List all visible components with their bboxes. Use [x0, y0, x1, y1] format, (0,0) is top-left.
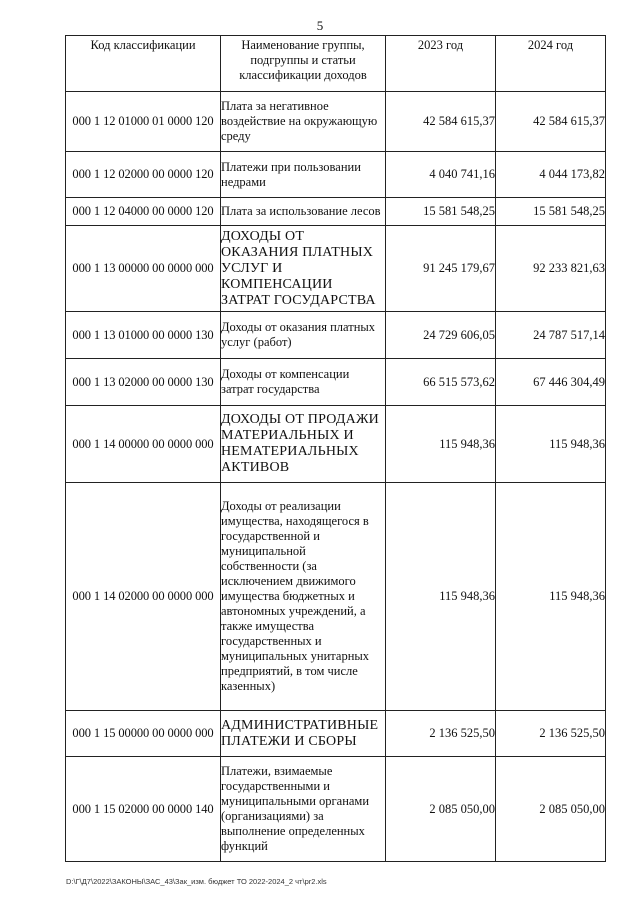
table-row [66, 359, 606, 406]
value-2024-cell: 24 787 517,14 [496, 312, 606, 359]
code-cell: 000 1 13 00000 00 0000 000 [66, 226, 221, 312]
table-header-row [66, 36, 606, 92]
table-row [66, 312, 606, 359]
table-row [66, 226, 606, 312]
table-row [66, 198, 606, 226]
table-row [66, 757, 606, 862]
table-row [66, 152, 606, 198]
value-2023-cell: 24 729 606,05 [386, 312, 496, 359]
value-2024-cell: 42 584 615,37 [496, 92, 606, 152]
name-cell: Плата за негативное воздействие на окружающую среду [221, 92, 386, 152]
code-cell: 000 1 12 04000 00 0000 120 [66, 198, 221, 226]
code-cell: 000 1 12 01000 01 0000 120 [66, 92, 221, 152]
value-2024-cell: 15 581 548,25 [496, 198, 606, 226]
value-2023-cell: 115 948,36 [386, 483, 496, 711]
code-cell: 000 1 13 02000 00 0000 130 [66, 359, 221, 406]
name-cell: Доходы от оказания платных услуг (работ) [221, 312, 386, 359]
name-cell: Доходы от реализации имущества, находящегося в государственной и муниципальной собственности (за исключением движимого имущества бюджетных и автономных учреждений, а также имущества государственных и муниципальных унитарных предприятий, в том числе казенных) [221, 483, 386, 711]
name-cell: АДМИНИСТРАТИВНЫЕ ПЛАТЕЖИ И СБОРЫ [221, 711, 386, 757]
code-cell: 000 1 14 02000 00 0000 000 [66, 483, 221, 711]
value-2023-cell: 66 515 573,62 [386, 359, 496, 406]
table-row [66, 92, 606, 152]
code-cell: 000 1 14 00000 00 0000 000 [66, 406, 221, 483]
value-2024-cell: 2 136 525,50 [496, 711, 606, 757]
header-year-2023: 2023 год [386, 36, 496, 92]
code-cell: 000 1 15 02000 00 0000 140 [66, 757, 221, 862]
name-cell: Доходы от компенсации затрат государства [221, 359, 386, 406]
value-2023-cell: 15 581 548,25 [386, 198, 496, 226]
page-number: 5 [316, 18, 324, 33]
table-row [66, 406, 606, 483]
header-year-2024: 2024 год [496, 36, 606, 92]
value-2024-cell: 4 044 173,82 [496, 152, 606, 198]
value-2023-cell: 2 136 525,50 [386, 711, 496, 757]
table-row [66, 711, 606, 757]
header-code: Код классификации [66, 36, 221, 92]
value-2024-cell: 115 948,36 [496, 483, 606, 711]
name-cell: ДОХОДЫ ОТ ОКАЗАНИЯ ПЛАТНЫХ УСЛУГ И КОМПЕНСАЦИИ ЗАТРАТ ГОСУДАРСТВА [221, 226, 386, 312]
name-cell: Платежи при пользовании недрами [221, 152, 386, 198]
header-name: Наименование группы, подгруппы и статьи классификации доходов [221, 36, 386, 92]
value-2024-cell: 92 233 821,63 [496, 226, 606, 312]
value-2024-cell: 67 446 304,49 [496, 359, 606, 406]
code-cell: 000 1 12 02000 00 0000 120 [66, 152, 221, 198]
value-2023-cell: 4 040 741,16 [386, 152, 496, 198]
value-2024-cell: 2 085 050,00 [496, 757, 606, 862]
name-cell: Плата за использование лесов [221, 198, 386, 226]
code-cell: 000 1 13 01000 00 0000 130 [66, 312, 221, 359]
name-cell: Платежи, взимаемые государственными и муниципальными органами (организациями) за выполнение определенных функций [221, 757, 386, 862]
name-cell: ДОХОДЫ ОТ ПРОДАЖИ МАТЕРИАЛЬНЫХ И НЕМАТЕРИАЛЬНЫХ АКТИВОВ [221, 406, 386, 483]
file-path-footer: D:\Г\Д7\2022\ЗАКОНЫ\ЗАС_43\Зак_изм. бюджет ТО 2022-2024_2 чт\pr2.xls [66, 877, 327, 886]
revenue-table [65, 35, 606, 862]
value-2023-cell: 2 085 050,00 [386, 757, 496, 862]
code-cell: 000 1 15 00000 00 0000 000 [66, 711, 221, 757]
table-row [66, 483, 606, 711]
value-2023-cell: 91 245 179,67 [386, 226, 496, 312]
value-2023-cell: 115 948,36 [386, 406, 496, 483]
value-2024-cell: 115 948,36 [496, 406, 606, 483]
value-2023-cell: 42 584 615,37 [386, 92, 496, 152]
